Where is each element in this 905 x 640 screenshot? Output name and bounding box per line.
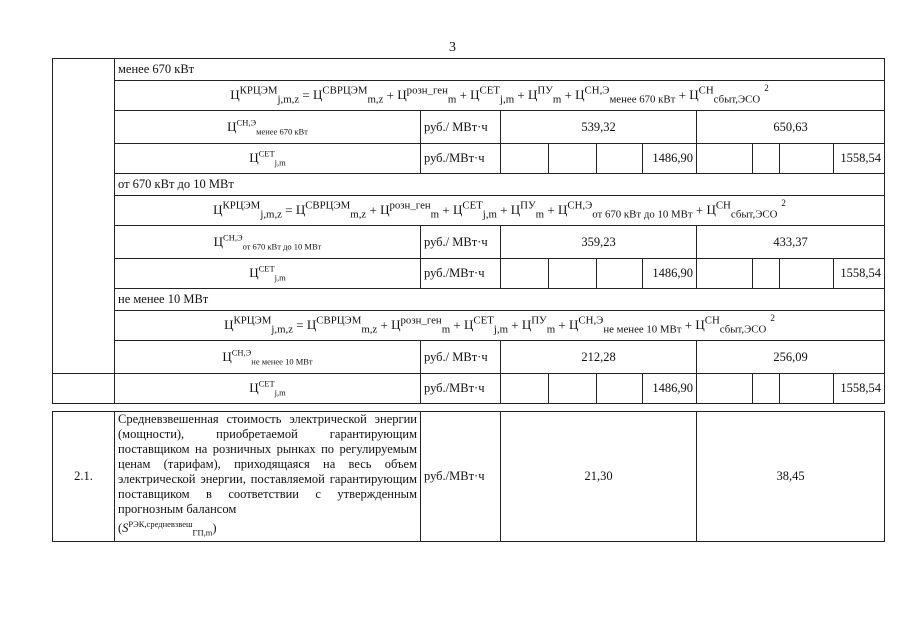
empty-cell — [501, 144, 549, 174]
unit-cell: руб./ МВт·ч — [421, 341, 501, 374]
sn-value-1: 212,28 — [501, 341, 697, 374]
empty-cell — [549, 259, 597, 289]
set-symbol: $Ц^{СЕТ}_{j,m}$ — [249, 149, 286, 168]
set-symbol: $Ц^{СЕТ}_{j,m}$ — [249, 264, 286, 283]
unit-cell: руб./МВт·ч — [421, 374, 501, 404]
empty-cell — [780, 144, 834, 174]
left-cell — [53, 374, 115, 404]
sn-label — [115, 226, 421, 259]
empty-cell — [753, 259, 780, 289]
formula: $Ц^{КРЦЭМ}_{j,m,z} = Ц^{СВРЦЭМ}_{m,z} + Ц^{розн\_ген}_m + Ц^{СЕТ}_{j,m} + Ц^{ПУ}_m + Ц^{СН,Э}_{не менее 10 МВт} + Ц^{СН}_{сбыт,ЭСО}^2$ — [115, 311, 885, 341]
empty-cell — [697, 374, 753, 404]
set-value-2: 1558,54 — [834, 259, 885, 289]
empty-cell — [597, 144, 643, 174]
section-heading: не менее 10 МВт — [115, 289, 885, 311]
empty-cell — [697, 259, 753, 289]
set-label — [115, 374, 421, 404]
footnote-mark: 2 — [781, 198, 786, 209]
set-value-1: 1486,90 — [643, 374, 697, 404]
set-value-2: 1558,54 — [834, 374, 885, 404]
empty-cell — [753, 374, 780, 404]
sn-value-1: 539,32 — [501, 111, 697, 144]
sn-value-2: 433,37 — [697, 226, 885, 259]
page-number: 3 — [449, 40, 456, 55]
unit-cell: руб./МВт·ч — [421, 412, 501, 542]
empty-cell — [501, 374, 549, 404]
footnote-mark: 2 — [764, 83, 769, 94]
sn-symbol: $Ц^{СН,Э}_{от 670 кВт до 10 МВт}$ — [213, 232, 322, 252]
set-value-1: 1486,90 — [643, 144, 697, 174]
unit-cell: руб./МВт·ч — [421, 259, 501, 289]
value-1: 21,30 — [501, 412, 697, 542]
formula: $Ц^{КРЦЭМ}_{j,m,z} = Ц^{СВРЦЭМ}_{m,z} + Ц^{розн\_ген}_m + Ц^{СЕТ}_{j,m} + Ц^{ПУ}_m + Ц^{СН,Э}_{менее 670 кВт} + Ц^{СН}_{сбыт,ЭСО}^2$ — [115, 81, 885, 111]
s-symbol: $S^{РЭК,средневзвеш}_{ГП,m}$ — [122, 519, 213, 538]
set-label — [115, 144, 421, 174]
row-number: 2.1. — [53, 412, 115, 542]
empty-cell — [501, 259, 549, 289]
sn-value-2: 256,09 — [697, 341, 885, 374]
sn-label — [115, 111, 421, 144]
empty-cell — [753, 144, 780, 174]
unit-cell: руб./ МВт·ч — [421, 226, 501, 259]
empty-cell — [549, 374, 597, 404]
sn-value-2: 650,63 — [697, 111, 885, 144]
empty-cell — [780, 259, 834, 289]
empty-cell — [549, 144, 597, 174]
left-merged-cell — [53, 59, 115, 374]
value-2: 38,45 — [697, 412, 885, 542]
formula: $Ц^{КРЦЭМ}_{j,m,z} = Ц^{СВРЦЭМ}_{m,z} + Ц^{розн\_ген}_m + Ц^{СЕТ}_{j,m} + Ц^{ПУ}_m + Ц^{СН,Э}_{от 670 кВт до 10 МВт} + Ц^{СН}_{сбыт,ЭСО}^2$ — [115, 196, 885, 226]
set-value-1: 1486,90 — [643, 259, 697, 289]
empty-cell — [780, 374, 834, 404]
sn-value-1: 359,23 — [501, 226, 697, 259]
sn-symbol: $Ц^{СН,Э}_{не менее 10 МВт}$ — [222, 347, 313, 367]
empty-cell — [597, 374, 643, 404]
sn-symbol: $Ц^{СН,Э}_{менее 670 кВт}$ — [227, 117, 308, 137]
empty-cell — [697, 144, 753, 174]
footnote-mark: 2 — [770, 313, 775, 324]
set-label — [115, 259, 421, 289]
row-description: Средневзвешенная стоимость электрической энергии (мощности), приобретаемой гарантирующим поставщиком на розничных рынках по регулируемым ценам (тарифам), приходящаяся на весь объем электрической энергии, поставляемой гарантирующим поставщиком в соответствии с утвержденным прогнозным балансом $(S^{РЭК,средневзвеш}_{ГП,m})$ — [115, 412, 421, 542]
section-heading: от 670 кВт до 10 МВт — [115, 174, 885, 196]
tariff-table — [52, 58, 885, 542]
section-heading: менее 670 кВт — [115, 59, 885, 81]
set-symbol: $Ц^{СЕТ}_{j,m}$ — [249, 379, 286, 398]
sn-label — [115, 341, 421, 374]
unit-cell: руб./МВт·ч — [421, 144, 501, 174]
empty-cell — [597, 259, 643, 289]
set-value-2: 1558,54 — [834, 144, 885, 174]
unit-cell: руб./ МВт·ч — [421, 111, 501, 144]
spacer-row — [53, 404, 885, 412]
